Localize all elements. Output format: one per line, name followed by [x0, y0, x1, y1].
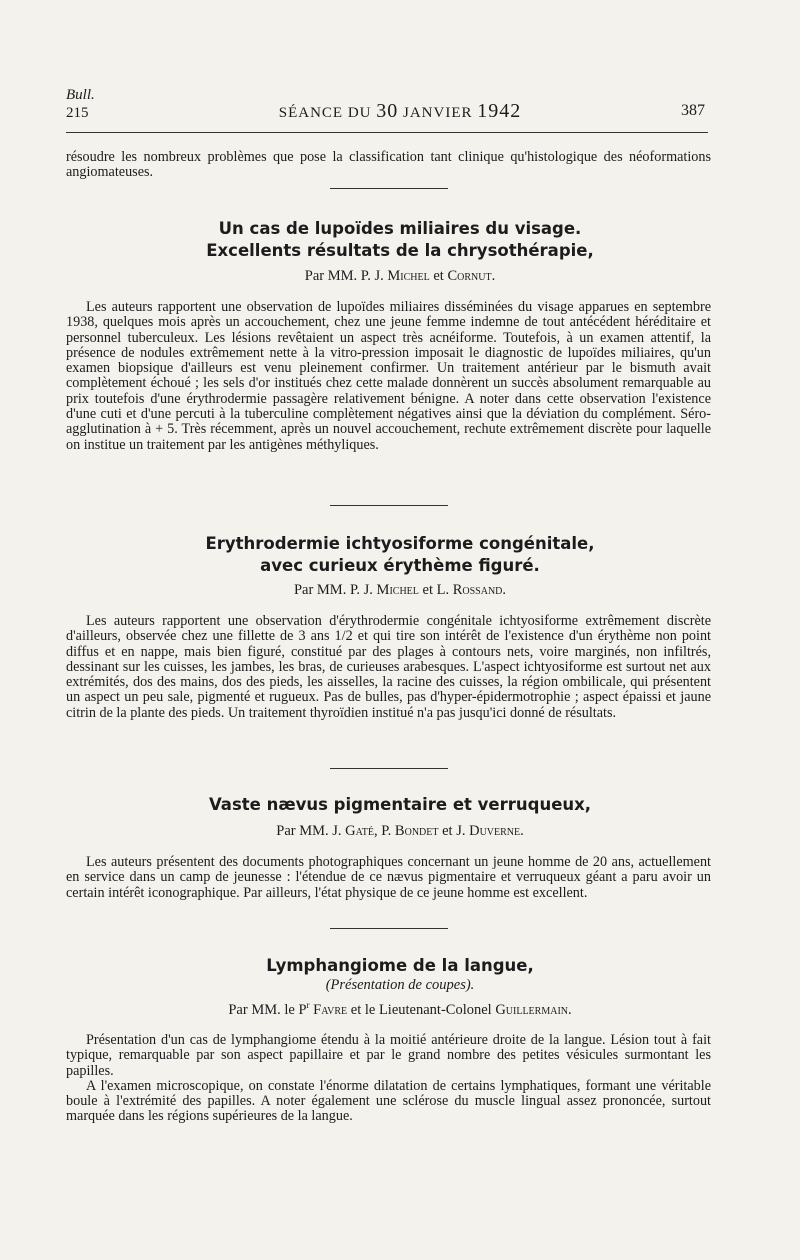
running-title-month: JANVIER	[403, 105, 473, 121]
article-byline	[0, 1000, 800, 1019]
article-title-line: Un cas de lupoïdes miliaires du visage.	[218, 219, 582, 238]
article-title	[0, 218, 800, 262]
byline-text: et L.	[422, 582, 450, 598]
article-title-line: Lymphangiome de la langue,	[266, 956, 534, 975]
article-byline	[0, 823, 800, 840]
article-paragraph: A l'examen microscopique, on constate l'énorme dilatation de certains lymphatiques, formant une véritable boule à l'extrémité des papilles. A noter également une sclérose du muscle lingual assez prononcée, surtout marquée dans les régions supérieures de la langue.	[66, 1077, 711, 1125]
author-name: Rossand.	[452, 582, 507, 598]
header-rule	[66, 132, 708, 133]
byline-text: et	[433, 268, 444, 284]
separator	[330, 188, 448, 189]
author-name: Michel	[376, 582, 419, 598]
article-paragraph: Les auteurs présentent des documents photographiques concernant un jeune homme de 20 ans, actuellement en service dans un camp de jeunesse : l'étendue de ce nævus pigmentaire et verruqueux géant a paru avoir un certain intérêt iconographique. Par ailleurs, l'état physique de ce jeune homme est excellent.	[66, 854, 711, 901]
byline-text: Par MM. P. J.	[304, 268, 384, 284]
author-name: Favre	[313, 1001, 348, 1018]
article-paragraph: Les auteurs rapportent une observation d'érythrodermie congénitale ichtyosiforme extrêmement discrète d'ailleurs, observée chez une fillette de 3 ans 1/2 et qui tire son intérêt de l'existence d'un érythème non point diffus et en nappe, mais bien figuré, constitué par des plages à contours nets, voire marginés, non infiltrés, dessinant sur les cuisses, les jambes, les bras, de curieuses arabesques. L'aspect ichtyosiforme est surtout net aux extrémités, dos des mains, dos des pieds, les aisselles, la racine des cuisses, la région ombilicale, qui présentent un aspect un peu sale, pigmenté et rugueux. Pas de bulles, pas d'hyper-épidermotrophie ; aspect épaissi et jaune citrin de la plante des pieds. Un traitement thyroïdien institué n'a pas jusqu'ici donné de résultats.	[66, 613, 711, 721]
running-title-day: 30	[376, 100, 399, 122]
byline-text: Par MM. J.	[276, 823, 342, 839]
article-title	[0, 955, 800, 977]
running-title	[0, 100, 800, 123]
article-byline	[0, 582, 800, 599]
article-body	[66, 614, 711, 721]
separator	[330, 928, 448, 929]
journal-abbrev: Bull.	[66, 87, 95, 103]
article-paragraph: Présentation d'un cas de lymphangiome étendu à la moitié antérieure droite de la langue. Lésion tout à fait typique, remarquable par son aspect papillaire et par le grand nombre des petites vésicules surmontant les papilles.	[66, 1032, 711, 1079]
byline-text: P.	[381, 823, 392, 839]
byline-text: Par MM. P. J.	[293, 582, 373, 598]
article-title-line: avec curieux érythème figuré.	[260, 556, 540, 575]
byline-text: et le Lieutenant-Colonel	[350, 1001, 492, 1018]
byline-superscript: r	[306, 1000, 310, 1010]
article-title	[0, 794, 800, 816]
article-paragraph: Les auteurs rapportent une observation de lupoïdes miliaires disséminées du visage apparues en septembre 1938, quelques mois après un accouchement, chez une jeune femme indemne de tout antécédent héréditaire et personnel tuberculeux. Les lésions revêtaient un aspect très acnéiforme. Toutefois, à un examen attentif, la présence de nodules extrêmement nette à la vitro-pression imposait le diagnostic de lupoïdes miliaires, qu'un examen biopsique d'ailleurs est venu pleinement confirmer. Un traitement antérieur par le bismuth avait complètement échoué ; les sels d'or institués chez cette malade donnèrent un succès absolument remarquable au prix toutefois d'une érythrodermie passagère relativement bénigne. A noter dans cette observation l'existence d'une cuti et d'une percuti à la tuberculine complètement négatives ainsi que la déviation du complément. Séro-agglutination à + 5. Très récemment, après un nouvel accouchement, rechute extrêmement discrète pour laquelle on institue un traitement par les antigènes méthyliques.	[66, 299, 711, 453]
author-name: Guillermain.	[495, 1001, 572, 1018]
page-number: 387	[681, 102, 705, 119]
intro-text	[66, 150, 711, 181]
article-title	[0, 533, 800, 577]
journal-page: 215	[66, 105, 89, 121]
separator	[330, 768, 448, 769]
article-body	[66, 1033, 711, 1125]
author-name: Duverne.	[469, 823, 524, 839]
running-title-prefix: SÉANCE DU	[278, 105, 372, 121]
author-name: Cornut.	[447, 268, 496, 284]
article-title-line: Vaste nævus pigmentaire et verruqueux,	[208, 795, 592, 814]
byline-text: Par MM. le P	[228, 1001, 307, 1018]
separator	[330, 505, 448, 506]
article-subtitle: (Présentation de coupes).	[325, 977, 475, 993]
author-name: Gaté,	[345, 823, 378, 839]
author-name: Bondet	[394, 823, 439, 839]
article-title-line: Erythrodermie ichtyosiforme congénitale,	[205, 534, 595, 553]
article-body	[66, 855, 711, 901]
intro-paragraph: résoudre les nombreux problèmes que pose la classification tant clinique qu'histologique des néoformations angiomateuses.	[66, 149, 711, 181]
running-title-year: 1942	[477, 100, 522, 122]
author-name: Michel	[387, 268, 430, 284]
article-title-line: Excellents résultats de la chrysothérapie,	[206, 241, 594, 260]
article-body	[66, 300, 711, 453]
byline-text: et J.	[442, 823, 466, 839]
article-byline	[0, 268, 800, 285]
